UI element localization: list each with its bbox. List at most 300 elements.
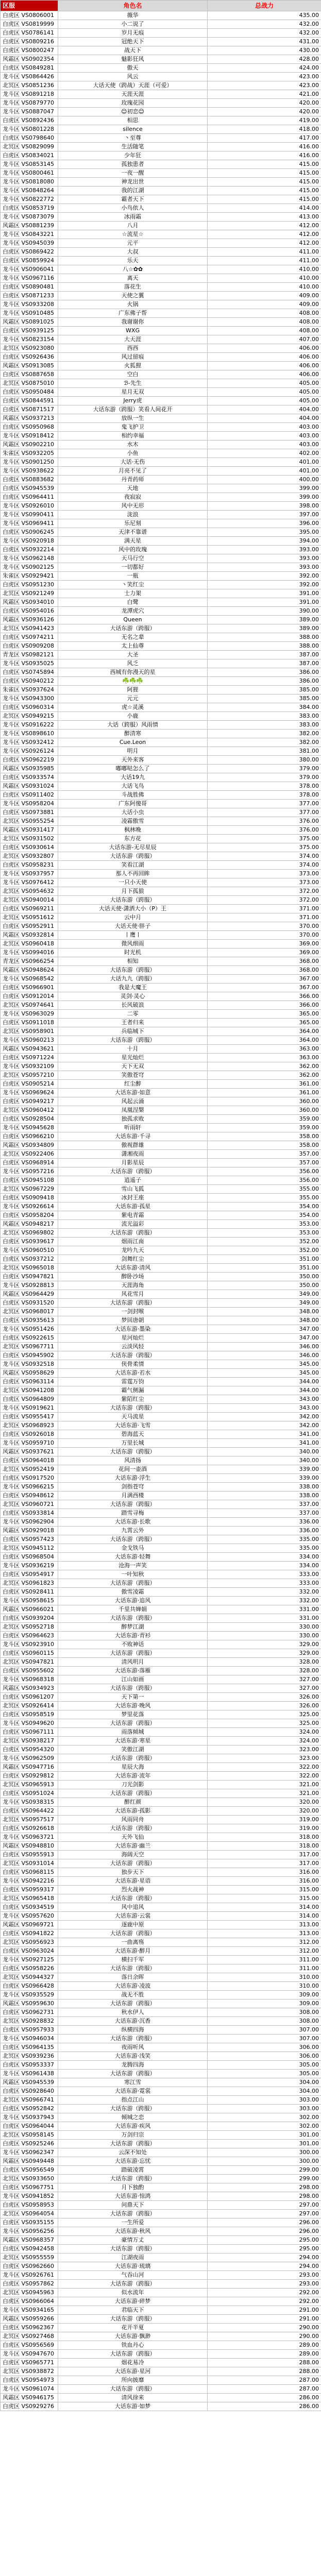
score-cell: 378.00 xyxy=(208,791,321,800)
region-cell: 龙斗区 VS0853145 xyxy=(1,160,58,169)
region-cell: 龙斗区 VS0936219 xyxy=(1,1562,58,1570)
name-cell: 大话东游·孤影 xyxy=(58,1807,208,1816)
table-row xyxy=(1,2297,321,2306)
table-row xyxy=(1,1351,321,1360)
score-cell: 299.00 xyxy=(208,2175,321,2183)
table-row xyxy=(1,1851,321,1859)
name-cell: 星光灿烂 xyxy=(58,1054,208,1062)
table-row xyxy=(1,213,321,222)
table-row xyxy=(1,546,321,554)
name-cell: 江山如画 xyxy=(58,1675,208,1684)
table-row xyxy=(1,230,321,239)
score-cell: 298.00 xyxy=(208,2183,321,2192)
region-cell: 北冥区 VS0951612 xyxy=(1,913,58,922)
score-cell: 363.00 xyxy=(208,1045,321,1054)
name-cell: 大话东游（跨服） xyxy=(58,1500,208,1509)
region-cell: 白虎区 VS0967111 xyxy=(1,1728,58,1737)
score-cell: 349.00 xyxy=(208,1299,321,1308)
table-row xyxy=(1,1614,321,1623)
name-cell: 风花雪月 xyxy=(58,1290,208,1299)
score-cell: 373.00 xyxy=(208,870,321,878)
name-cell: 风起云涌 xyxy=(58,1097,208,1106)
region-cell: 白虎区 VS0962731 xyxy=(1,2008,58,2017)
table-row xyxy=(1,2210,321,2218)
score-cell: 363.00 xyxy=(208,1054,321,1062)
score-cell: 332.00 xyxy=(208,1597,321,1605)
score-cell: 340.00 xyxy=(208,1456,321,1465)
name-cell: 似水流年 xyxy=(58,2289,208,2297)
score-cell: 349.00 xyxy=(208,1290,321,1299)
header-row xyxy=(1,1,321,11)
score-cell: 309.00 xyxy=(208,1999,321,2008)
score-cell: 336.00 xyxy=(208,1518,321,1527)
table-row xyxy=(1,1684,321,1693)
name-cell: 水木 xyxy=(58,440,208,449)
score-cell: 420.00 xyxy=(208,108,321,116)
region-cell: 白虎区 VS0953337 xyxy=(1,2061,58,2070)
region-cell: 龙斗区 VS0937943 xyxy=(1,2113,58,2122)
table-row xyxy=(1,694,321,703)
score-cell: 323.00 xyxy=(208,1745,321,1754)
score-cell: 392.00 xyxy=(208,572,321,581)
region-cell: 白虎区 VS0951024 xyxy=(1,1789,58,1798)
region-cell: 龙斗区 VS0920918 xyxy=(1,537,58,546)
region-cell: 龙斗区 VS0943300 xyxy=(1,694,58,703)
score-cell: 365.00 xyxy=(208,1019,321,1027)
score-cell: 358.00 xyxy=(208,1132,321,1141)
table-row xyxy=(1,1929,321,1938)
name-cell: 大话东游·霓裳 xyxy=(58,2087,208,2096)
region-cell: 白虎区 VS0958204 xyxy=(1,1211,58,1220)
region-cell: 龙斗区 VS0962347 xyxy=(1,2148,58,2157)
score-cell: 408.00 xyxy=(208,327,321,335)
region-cell: 白虎区 VS0965771 xyxy=(1,2359,58,2367)
name-cell: 大话东游（跨服） xyxy=(58,2140,208,2148)
table-row xyxy=(1,2218,321,2227)
region-cell: 白虎区 VS0809216 xyxy=(1,38,58,46)
region-cell: 北冥区 VS0954632 xyxy=(1,887,58,896)
table-row xyxy=(1,1036,321,1045)
name-cell: 云淡风轻 xyxy=(58,1343,208,1351)
name-cell: 火狐狸 xyxy=(58,362,208,370)
score-cell: 395.00 xyxy=(208,528,321,537)
region-cell: 白虎区 VS0955417 xyxy=(1,1413,58,1421)
region-cell: 龙斗区 VS0969624 xyxy=(1,1089,58,1097)
table-row xyxy=(1,2350,321,2359)
name-cell: 斗战胜佛 xyxy=(58,791,208,800)
name-cell: 大话·无伤 xyxy=(58,458,208,467)
name-cell: 大话东游·如梦 xyxy=(58,2402,208,2411)
region-cell: 龙斗区 VS0962509 xyxy=(1,1754,58,1763)
score-cell: 365.00 xyxy=(208,1010,321,1019)
score-cell: 354.00 xyxy=(208,1202,321,1211)
score-cell: 374.00 xyxy=(208,861,321,870)
name-cell: 海阔天空 xyxy=(58,1851,208,1859)
name-cell: 空白 xyxy=(58,370,208,379)
score-cell: 322.00 xyxy=(208,1763,321,1772)
score-cell: 383.00 xyxy=(208,712,321,721)
score-cell: 295.00 xyxy=(208,2245,321,2253)
region-cell: 北冥区 VS0947821 xyxy=(1,1658,58,1667)
score-cell: 368.00 xyxy=(208,957,321,966)
table-row xyxy=(1,2035,321,2043)
table-row xyxy=(1,2175,321,2183)
region-cell: 白虎区 VS0935155 xyxy=(1,2218,58,2227)
region-cell: 北冥区 VS0960721 xyxy=(1,1500,58,1509)
table-row xyxy=(1,1807,321,1816)
name-cell: 霸气侧漏 xyxy=(58,1386,208,1395)
name-cell: 大话东游（跨服） xyxy=(58,2385,208,2394)
score-cell: 345.00 xyxy=(208,1369,321,1378)
name-cell: 天外飞仙 xyxy=(58,1833,208,1842)
table-row xyxy=(1,2183,321,2192)
score-cell: 355.00 xyxy=(208,1185,321,1194)
score-cell: 406.00 xyxy=(208,362,321,370)
region-cell: 白虎区 VS0952911 xyxy=(1,922,58,931)
name-cell: 潇湘夜雨 xyxy=(58,1150,208,1159)
table-row xyxy=(1,1308,321,1316)
region-cell: 风霜区 VS0948810 xyxy=(1,1842,58,1851)
score-cell: 396.00 xyxy=(208,519,321,528)
name-cell: 千里共婵娟 xyxy=(58,1605,208,1614)
region-cell: 白虎区 VS0853719 xyxy=(1,204,58,213)
table-row xyxy=(1,765,321,773)
name-cell: 😊初恋😊 xyxy=(58,108,208,116)
region-cell: 白虎区 VS0967751 xyxy=(1,2183,58,2192)
table-row xyxy=(1,1027,321,1036)
table-row xyxy=(1,1141,321,1150)
table-row xyxy=(1,300,321,309)
region-cell: 白虎区 VS0912014 xyxy=(1,992,58,1001)
table-row xyxy=(1,1886,321,1894)
name-cell: 天外来客 xyxy=(58,756,208,765)
name-cell: 大话东游（跨服） xyxy=(58,966,208,975)
region-cell: 北冥区 VS0938872 xyxy=(1,2367,58,2376)
table-row xyxy=(1,581,321,589)
table-row xyxy=(1,81,321,90)
table-row xyxy=(1,1982,321,1991)
region-cell: 风霜区 VS0931417 xyxy=(1,826,58,835)
table-row xyxy=(1,1535,321,1544)
region-cell: 白虎区 VS0968504 xyxy=(1,1553,58,1562)
name-cell: 小鸟依人 xyxy=(58,204,208,213)
table-row xyxy=(1,931,321,940)
table-row xyxy=(1,99,321,108)
region-cell: 北冥区 VS0958901 xyxy=(1,1027,58,1036)
table-row xyxy=(1,1693,321,1702)
table-row xyxy=(1,1106,321,1115)
score-cell: 320.00 xyxy=(208,1807,321,1816)
score-cell: 296.00 xyxy=(208,2218,321,2227)
region-cell: 风霜区 VS0949448 xyxy=(1,2157,58,2166)
table-row xyxy=(1,511,321,519)
table-row xyxy=(1,143,321,151)
score-cell: 419.00 xyxy=(208,116,321,125)
table-row xyxy=(1,1369,321,1378)
name-cell: 月下孤狼 xyxy=(58,887,208,896)
score-cell: 412.00 xyxy=(208,230,321,239)
table-row xyxy=(1,2008,321,2017)
name-cell: 秋水伊人 xyxy=(58,2008,208,2017)
region-cell: 龙斗区 VS0919621 xyxy=(1,1404,58,1413)
region-cell: 龙斗区 VS0887047 xyxy=(1,108,58,116)
region-cell: 白虎区 VS0859924 xyxy=(1,257,58,265)
name-cell: 大话东游·青衫 xyxy=(58,1632,208,1640)
region-cell: 风霜区 VS0968357 xyxy=(1,2236,58,2245)
table-row xyxy=(1,1273,321,1281)
region-cell: 风霜区 VS0964429 xyxy=(1,1290,58,1299)
name-cell: 夜寂寂 xyxy=(58,493,208,502)
table-row xyxy=(1,362,321,370)
score-cell: 408.00 xyxy=(208,318,321,327)
score-cell: 306.00 xyxy=(208,2052,321,2061)
region-cell: 北冥区 VS0956923 xyxy=(1,1938,58,1947)
region-cell: 白虎区 VS0974211 xyxy=(1,633,58,642)
score-cell: 337.00 xyxy=(208,1509,321,1518)
score-cell: 356.00 xyxy=(208,1176,321,1185)
table-row xyxy=(1,64,321,73)
score-cell: 364.00 xyxy=(208,1027,321,1036)
score-cell: 403.00 xyxy=(208,432,321,440)
score-cell: 305.00 xyxy=(208,2061,321,2070)
region-cell: 朱雀区 VS0929421 xyxy=(1,572,58,581)
table-row xyxy=(1,1413,321,1421)
name-cell: 大话飞鸟 xyxy=(58,782,208,791)
table-row xyxy=(1,1562,321,1570)
score-cell: 397.00 xyxy=(208,511,321,519)
table-row xyxy=(1,327,321,335)
table-row xyxy=(1,2324,321,2332)
table-row xyxy=(1,1938,321,1947)
score-cell: 407.00 xyxy=(208,335,321,344)
region-cell: 龙斗区 VS0957216 xyxy=(1,1167,58,1176)
table-row xyxy=(1,2166,321,2175)
score-cell: 297.00 xyxy=(208,2210,321,2218)
region-cell: 龙斗区 VS0927125 xyxy=(1,1956,58,1964)
region-cell: 龙斗区 VS0822772 xyxy=(1,195,58,204)
table-row xyxy=(1,169,321,178)
table-row xyxy=(1,1054,321,1062)
name-cell: 紫电青霜 xyxy=(58,1211,208,1220)
region-cell: 龙斗区 VS0968318 xyxy=(1,1675,58,1684)
table-row xyxy=(1,309,321,318)
score-cell: 416.00 xyxy=(208,143,321,151)
name-cell: 大话东游·惊鸿 xyxy=(58,2192,208,2201)
score-cell: 367.00 xyxy=(208,984,321,992)
name-cell: 金戈铁马 xyxy=(58,1544,208,1553)
region-cell: 白虎区 VS0928640 xyxy=(1,2087,58,2096)
name-cell: 大圣 xyxy=(58,651,208,659)
score-cell: 361.00 xyxy=(208,1089,321,1097)
name-cell: 风过留痕 xyxy=(58,353,208,362)
region-cell: 北冥区 VS0967711 xyxy=(1,1343,58,1351)
region-cell: 龙斗区 VS0994016 xyxy=(1,948,58,957)
header-score: 总战力 xyxy=(208,1,321,11)
score-cell: 350.00 xyxy=(208,1281,321,1290)
name-cell: 薇华 xyxy=(58,11,208,20)
table-row xyxy=(1,1973,321,1982)
region-cell: 龙斗区 VS0926761 xyxy=(1,2271,58,2280)
region-cell: 北冥区 VS0945112 xyxy=(1,1544,58,1553)
region-cell: 风霜区 VS0936126 xyxy=(1,616,58,624)
name-cell: 紫陌红尘 xyxy=(58,1395,208,1404)
score-cell: 405.00 xyxy=(208,388,321,397)
region-cell: 北冥区 VS0931014 xyxy=(1,1859,58,1868)
region-cell: 龙斗区 VS0958204 xyxy=(1,800,58,808)
name-cell: 大话东游（跨服） xyxy=(58,1351,208,1360)
score-cell: 339.00 xyxy=(208,1474,321,1483)
score-cell: 382.00 xyxy=(208,730,321,738)
table-row xyxy=(1,1167,321,1176)
region-cell: 北冥区 VS0875010 xyxy=(1,379,58,388)
name-cell: 月满西楼 xyxy=(58,1492,208,1500)
score-cell: 356.00 xyxy=(208,1167,321,1176)
score-cell: 319.00 xyxy=(208,1824,321,1833)
table-row xyxy=(1,1999,321,2008)
score-cell: 406.00 xyxy=(208,344,321,353)
name-cell: 天马行空 xyxy=(58,554,208,563)
score-cell: 289.00 xyxy=(208,2341,321,2350)
table-row xyxy=(1,1719,321,1728)
score-cell: 394.00 xyxy=(208,537,321,546)
name-cell: 无名之辈 xyxy=(58,633,208,642)
table-row xyxy=(1,1964,321,1973)
table-row xyxy=(1,563,321,572)
region-cell: 龙斗区 VS0947670 xyxy=(1,2350,58,2359)
region-cell: 白虎区 VS0958231 xyxy=(1,861,58,870)
table-row xyxy=(1,344,321,353)
region-cell: 龙斗区 VS0873079 xyxy=(1,213,58,222)
name-cell: Queen xyxy=(58,616,208,624)
name-cell: 大话东游（跨服） xyxy=(58,2245,208,2253)
name-cell: 风云 xyxy=(58,73,208,81)
name-cell: 嘟嘟哒怎么了 xyxy=(58,765,208,773)
region-cell: 白虎区 VS0949217 xyxy=(1,1097,58,1106)
score-cell: 410.00 xyxy=(208,265,321,274)
table-row xyxy=(1,2061,321,2070)
region-cell: 北冥区 VS0966741 xyxy=(1,2096,58,2105)
score-cell: 423.00 xyxy=(208,81,321,90)
name-cell: 丨鹰丨 xyxy=(58,931,208,940)
table-row xyxy=(1,1316,321,1325)
region-cell: 龙斗区 VS0800461 xyxy=(1,169,58,178)
score-cell: 372.00 xyxy=(208,887,321,896)
score-cell: 417.00 xyxy=(208,134,321,143)
score-cell: 298.00 xyxy=(208,2192,321,2201)
region-cell: 白虎区 VS0948612 xyxy=(1,1492,58,1500)
region-cell: 北冥区 VS0940014 xyxy=(1,896,58,905)
score-cell: 342.00 xyxy=(208,1413,321,1421)
score-cell: 400.00 xyxy=(208,476,321,484)
score-cell: 312.00 xyxy=(208,1947,321,1956)
table-row xyxy=(1,2043,321,2052)
region-cell: 风霜区 VS0902210 xyxy=(1,440,58,449)
table-row xyxy=(1,668,321,677)
region-cell: 北冥区 VS0964054 xyxy=(1,2210,58,2218)
table-row xyxy=(1,2113,321,2122)
table-row xyxy=(1,2245,321,2253)
region-cell: 白虎区 VS0928504 xyxy=(1,1115,58,1124)
name-cell: 大话东游·琉璃 xyxy=(58,2262,208,2271)
region-cell: 白虎区 VS0917520 xyxy=(1,1474,58,1483)
name-cell: 时光机 xyxy=(58,948,208,957)
name-cell: 风乏 xyxy=(58,659,208,668)
table-row xyxy=(1,1710,321,1719)
name-cell: 刀光剑影 xyxy=(58,1781,208,1789)
table-row xyxy=(1,843,321,852)
name-cell: 大话天使·潇洒大小（P）王 xyxy=(58,905,208,913)
table-row xyxy=(1,265,321,274)
table-row xyxy=(1,2096,321,2105)
table-row xyxy=(1,703,321,712)
region-cell: 北冥区 VS0965913 xyxy=(1,1781,58,1789)
score-cell: 294.00 xyxy=(208,2253,321,2262)
name-cell: 一夜一醒 xyxy=(58,169,208,178)
name-cell: 大话东游·如意 xyxy=(58,1089,208,1097)
score-cell: 304.00 xyxy=(208,2087,321,2096)
score-cell: 286.00 xyxy=(208,2402,321,2411)
table-row xyxy=(1,1299,321,1308)
table-row xyxy=(1,204,321,213)
table-row xyxy=(1,712,321,721)
score-cell: 388.00 xyxy=(208,633,321,642)
region-cell: 白虎区 VS0954973 xyxy=(1,2376,58,2385)
score-cell: 297.00 xyxy=(208,2201,321,2210)
name-cell: 风中追风 xyxy=(58,1903,208,1912)
region-cell: 龙斗区 VS0902125 xyxy=(1,563,58,572)
name-cell: 我的江湖 xyxy=(58,187,208,195)
table-row xyxy=(1,852,321,861)
region-cell: 白虎区 VS0945902 xyxy=(1,1351,58,1360)
region-cell: 龙斗区 VS0879770 xyxy=(1,99,58,108)
score-cell: 415.00 xyxy=(208,169,321,178)
name-cell: ☘️☘️☘️ xyxy=(58,677,208,686)
table-row xyxy=(1,1588,321,1597)
region-cell: 白虎区 VS0957933 xyxy=(1,2026,58,2035)
table-row xyxy=(1,686,321,694)
name-cell: 丹青药师 xyxy=(58,476,208,484)
name-cell: 天下第一 xyxy=(58,1693,208,1702)
region-cell: 北冥区 VS0955559 xyxy=(1,2253,58,2262)
table-row xyxy=(1,274,321,283)
region-cell: 白虎区 VS0890481 xyxy=(1,283,58,292)
score-cell: 322.00 xyxy=(208,1772,321,1781)
table-row xyxy=(1,1194,321,1202)
table-row xyxy=(1,2227,321,2236)
region-cell: 白虎区 VS0929812 xyxy=(1,1772,58,1781)
name-cell: 笑看江湖 xyxy=(58,861,208,870)
table-row xyxy=(1,1430,321,1439)
region-cell: 龙斗区 VS0923910 xyxy=(1,1640,58,1649)
region-cell: 白虎区 VS0932214 xyxy=(1,546,58,554)
score-cell: 319.00 xyxy=(208,1816,321,1824)
name-cell: 落花生 xyxy=(58,283,208,292)
score-cell: 376.00 xyxy=(208,826,321,835)
score-cell: 321.00 xyxy=(208,1789,321,1798)
name-cell: 龙吟九天 xyxy=(58,1246,208,1255)
region-cell: 青龙区 VS0966254 xyxy=(1,957,58,966)
score-cell: 380.00 xyxy=(208,756,321,765)
table-row xyxy=(1,55,321,64)
name-cell: 清风徐来 xyxy=(58,2394,208,2402)
table-row xyxy=(1,913,321,922)
score-cell: 344.00 xyxy=(208,1386,321,1395)
score-cell: 336.00 xyxy=(208,1527,321,1535)
score-cell: 372.00 xyxy=(208,896,321,905)
region-cell: 龙斗区 VS0926614 xyxy=(1,1202,58,1211)
score-cell: 401.00 xyxy=(208,467,321,476)
table-row xyxy=(1,1921,321,1929)
